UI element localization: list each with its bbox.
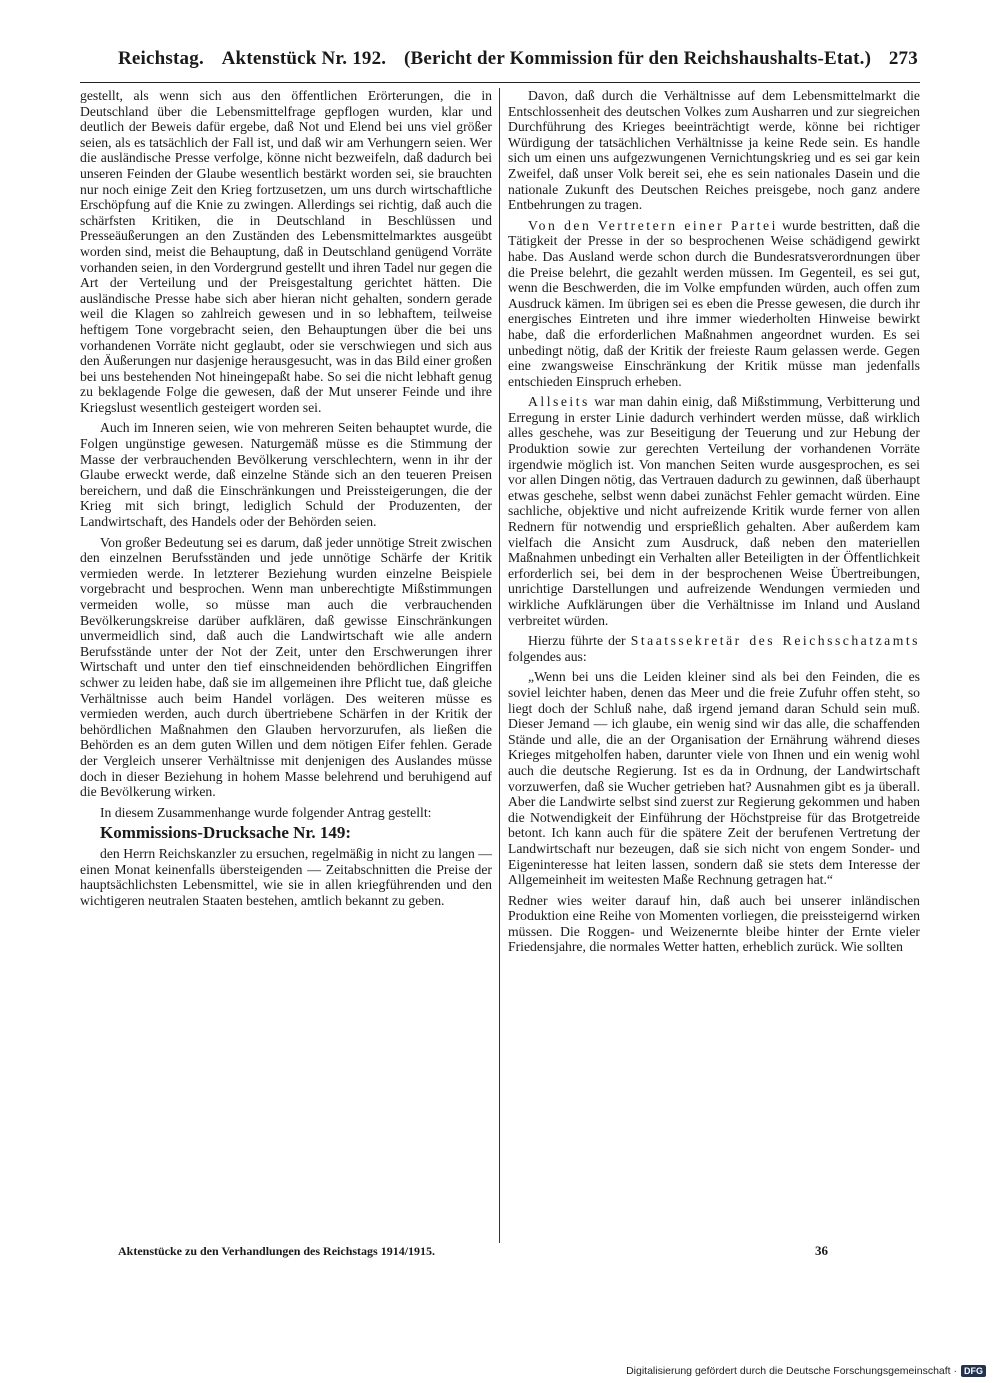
spaced-phrase: Von den Vertretern einer Partei [528,217,778,233]
paragraph [508,218,920,390]
page-header [118,40,918,78]
motion-text: den Herrn Reichskanzler zu ersuchen, regelmäßig in nicht zu langen — einen Monat keinenfalls übersteigenden — Zeitabschnitten die Preise der hauptsächlichsten Lebensmittel, wie sie in allen kriegführenden und den wichtigeren neutralen Staaten bestehen, amtlich bekannt zu geben. [80,845,492,908]
paragraph: In diesem Zusammenhange wurde folgender Antrag gestellt: [100,804,432,820]
quotation: „Wenn bei uns die Leiden kleiner sind als bei den Feinden, die es soviel leichter haben, denen das Meer und die freie Zufuhr offen steht, so liegt doch der Schluß nahe, daß irgend jemand daran Schuld sein muß. Dieser Jemand — ich glaube, ein wenig sind wir das alle, die schaffenden Stände und alle, die an der Organisation der Ernährung während dieses Krieges mitgeholfen haben, darunter viele von Ihnen und ein wenig wohl auch die deutsche Regierung. Ist es da in Ordnung, der Landwirtschaft vorzuwerfen, daß sie Wucher getrieben hat? Ausnahmen gibt es ja überall. Aber die Landwirte selbst sind zuerst zur Regierung gekommen und haben die Notwendigkeit der Einführung der Höchstpreise für das Brotgetreide betont. Ich kann auch für die spätere Zeit der berufenen Vertretung der Landwirtschaft nur bezeugen, daß sie sich nicht von engem Sonder- und Eigeninteresse hat leiten lassen, sondern daß sie stets dem Interesse der Allgemeinheit im weitesten Maße Rechnung getragen hat.“ [508,669,920,888]
digitization-note [626,1365,986,1377]
motion-heading: Kommissions-Drucksache Nr. 149: [100,823,352,843]
paragraph-text: folgendes aus: [508,648,587,664]
header-parliament: Reichstag. [118,48,204,69]
signature-number: 36 [815,1243,828,1258]
left-column [80,88,492,913]
footer-source: Aktenstücke zu den Verhandlungen des Reichstags 1914/1915. [118,1244,436,1258]
paragraph: Redner wies weiter darauf hin, daß auch bei unserer inländischen Produktion eine Reihe von Momenten vorliegen, die preissteigernd wirken müssen. Die Roggen- und Weizenernte bleibe hinter der Ernte vieler Friedensjahre, die normales Wetter hatten, erheblich zurück. Wie sollten [508,892,920,955]
column-rule [499,88,500,1243]
paragraph: gestellt, als wenn sich aus den öffentlichen Erörterungen, die in Deutschland über die Lebensmittelfrage gepflogen wurden, klar und deutlich der Beweis dafür ergebe, daß Not und Elend bei uns viel größer seien, als es tatsächlich der Fall ist, und daß wir am Verhungern seien. Wer die ausländische Presse verfolge, könne nicht bezweifeln, daß dadurch bei unseren Feinden der Glaube wesentlich bestärkt worden sei, sie brauchten nur noch einige Zeit den Krieg fortzusetzen, um uns durch wirtschaftliche Erschöpfung auf die Knie zu zwingen. Allerdings sei richtig, daß auch die schärfsten Kritiken, die in Deutschland in Beschlüssen und Presseäußerungen an den Zuständen des Lebensmittelmarktes ausgeübt worden sind, meist die Behauptung, daß in Deutschland genügend Vorräte vorhanden seien, in den Vordergrund gestellt und ihren Tadel nur gegen die Art der Verteilung und der Preisgestaltung gerichtet hätten. Die ausländische Presse habe sich aber hieran nicht gehalten, sondern gerade weil die Klagen so zahlreich gewesen und in so lebhaftem, teilweise heftigem Tone vorgebracht seien, den Behauptungen über die bei uns vorhandenen Vorräte nicht geglaubt, oder sie verschwiegen und sich aus den Äußerungen nur dasjenige herausgesucht, was in das Bild einer großen bei uns bestehenden Not hineingepaßt habe. So sei die nicht lebhaft genug zu beklagende Folge die gewesen, daß der Mut unserer Feinde und ihre Kriegslust wesentlich gesteigert worden sei. [80,88,492,415]
paragraph-text: Hierzu führte der [528,633,631,649]
paragraph: Davon, daß durch die Verhältnisse auf dem Lebensmittelmarkt die Entschlossenheit des deutschen Volkes zum Ausharren und zur siegreichen Durchführung des Krieges beeinträchtigt werde, könne bei richtiger Würdigung der tatsächlichen Verhältnisse ja keine Rede sein. Es handle sich um einen uns aufgezwungenen Vernichtungskrieg und es sei gar kein Zweifel, daß unser Volk bereit sei, ehe es sein nationales Dasein und die nationale Zukunft des Deutschen Reiches preisgebe, noch ganz andere Entbehrungen zu tragen. [508,88,920,213]
paragraph [508,394,920,628]
header-report-title: (Bericht der Kommission für den Reichshaushalts-Etat.) [403,48,872,69]
page-number: 273 [888,48,918,69]
paragraph-text: war man dahin einig, daß Mißstimmung, Verbitterung und Erregung in erster Linie dadurch verhindert werden müsse, daß wirklich alles geschehe, was zur Beseitigung der Teuerung und zur Hebung der Produktion sowie zur gerechten Verteilung der vorhandenen Vorräte irgendwie möglich ist. Von manchen Seiten wurde ausgesprochen, es sei vor allen Dingen nötig, das Vertrauen dadurch zu gewinnen, daß überhaupt etwas geschehe, selbst wenn dabei zunächst Fehler gemacht würden. Eine sachliche, objektive und nicht aufreizende Kritik wurde ferner von allen Rednern für notwendig und ersprießlich gehalten. Aber außerdem kam vielfach die Ansicht zum Ausdruck, daß neben den materiellen Maßnahmen unbedingt ein Verhalten aller Beteiligten in der Öffentlichkeit erforderlich sei, bei dem in der besprochenen Weise Übertreibungen, unrichtige Darstellungen und aufreizende Wendungen vermieden und wirkliche Aufklärungen über die Verhältnisse im Inland und Ausland verbreitet würden. [508,394,920,628]
spaced-phrase: Staatssekretär des Reichsschatzamts [630,633,920,649]
digitization-text: Digitalisierung gefördert durch die Deutsche Forschungsgemeinschaft · [626,1365,957,1377]
paragraph: Von großer Bedeutung sei es darum, daß jeder unnötige Streit zwischen den einzelnen Berufsständen und jede unnötige Schärfe der Kritik vermieden werde. In letzterer Beziehung wurden einzelne Beispiele vorgebracht und besprochen. Wenn man unberechtigte Mißstimmungen vermeiden wolle, so müsse man auch die verbrauchenden Bevölkerungskreise darüber aufklären, daß gewisse Einschränkungen unvermeidlich sind, daß auch die Landwirtschaft wie alle andern Berufsstände unter der Not der Zeit, unter den Erschwerungen ihrer Wirtschaft und unter den tief einschneidenden behördlichen Eingriffen schwer zu leiden habe, daß sie im allgemeinen ihre Pflicht tue, daß gleiche Verhältnisse auch beim Handel vorlägen. Des weiteren müsse es vermieden werden, auch durch übertriebene Schärfen in der Kritik der behördlichen Maßnahmen den Glauben hervorzurufen, als ließen die Behörden es an dem guten Willen und dem nötigen Eifer fehlen. Gerade der Vergleich unserer Verhältnisse mit denjenigen des Auslandes müsse doch in dieser Beziehung in hohem Masse belehrend und beruhigend auf die Bevölkerung wirken. [80,534,492,800]
paragraph [508,633,920,664]
dfg-logo: DFG [961,1365,986,1377]
paragraph: Auch im Inneren seien, wie von mehreren Seiten behauptet wurde, die Folgen ungünstige gewesen. Naturgemäß müsse es die Stimmung der Masse der verbrauchenden Bevölkerung verschlechtern, wenn in ihr der Glaube erweckt werde, daß einzelne Stände sich an den teueren Preisen bereichern, und daß die Einschränkungen und Preissteigerungen, die der Krieg mit sich bringt, lediglich Schuld der Produzenten, der Landwirtschaft, des Handels oder der Behörden seien. [80,420,492,530]
spaced-phrase: Allseits [528,394,590,410]
paragraph-text: wurde bestritten, daß die Tätigkeit der Presse in der so besprochenen Weise schädigend gewirkt habe. Das Ausland werde schon durch die Bundesratsverordnungen über die Preise belehrt, die gezahlt werden müssen. Im Gegenteil, es sei gut, wenn die Beschwerden, die im Volke empfunden würden, auch offen zum Ausdruck kämen. Im übrigen sei es eben die Presse gewesen, die durch ihr energisches Eintreten und ihre immer wiederholten Hinweise bewirkt habe, daß die erforderlichen Maßnahmen angeordnet wurden. Es sei unbedingt nötig, daß der Kritik der freieste Raum gelassen werde. Gegen eine zwangsweise Einschränkung der Kritik müsse man jedenfalls entschieden Einspruch erheben. [508,217,920,389]
right-column [508,88,920,960]
header-rule [80,82,920,83]
header-document-number: Aktenstück Nr. 192. [221,48,387,69]
